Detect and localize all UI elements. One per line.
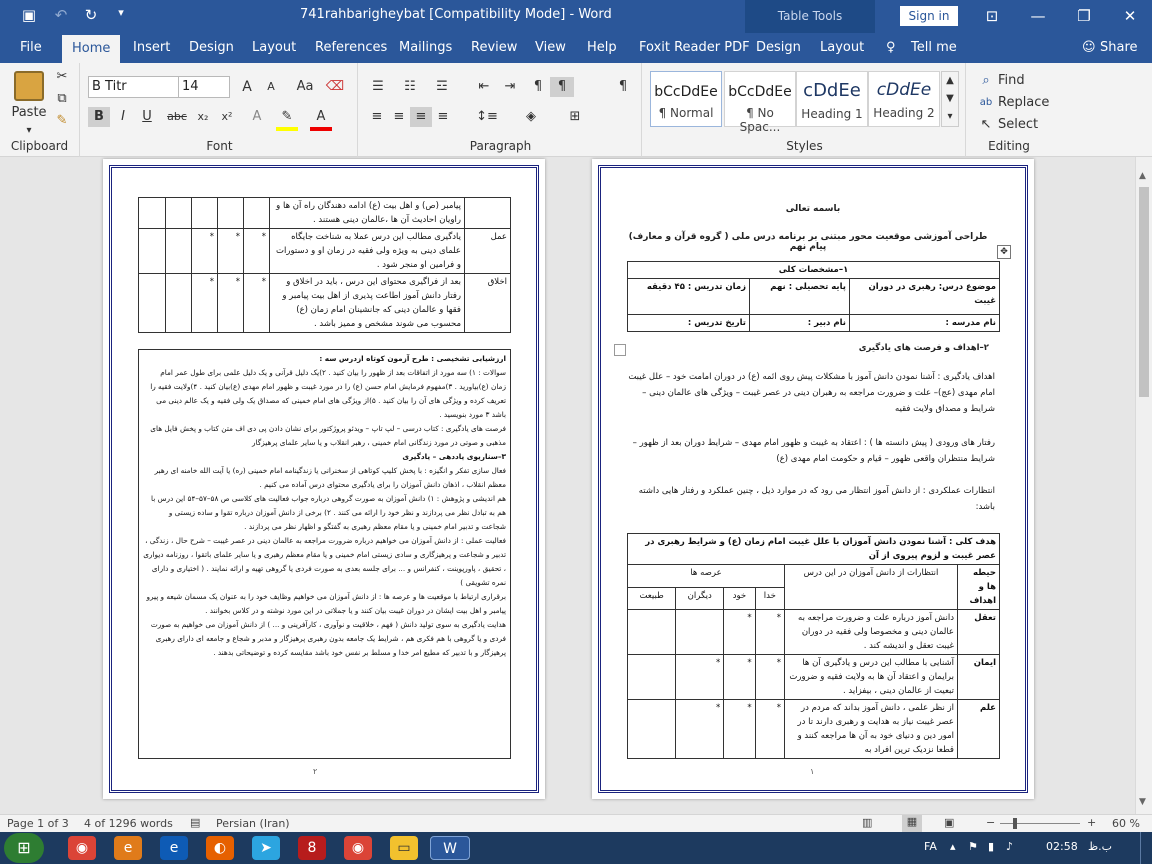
- zoom-slider[interactable]: [1000, 823, 1080, 824]
- mark-cell: [166, 229, 192, 274]
- style-normal[interactable]: [650, 71, 722, 127]
- mark-cell: *: [244, 229, 270, 274]
- chrome-icon[interactable]: ◉: [68, 836, 96, 860]
- start-button-icon[interactable]: ⊞: [4, 833, 44, 863]
- font-label: Font: [206, 139, 233, 153]
- mark-cell: [628, 655, 676, 700]
- page-number: ۲: [313, 767, 318, 776]
- print-layout-icon[interactable]: ▦: [902, 815, 922, 832]
- table-row: [628, 700, 1000, 759]
- center-icon[interactable]: ≡: [393, 109, 405, 124]
- document-workspace: [0, 157, 1152, 814]
- clipboard-group: [0, 63, 80, 157]
- close-button[interactable]: ✕: [1123, 7, 1137, 25]
- cut-icon[interactable]: ✂: [56, 69, 68, 84]
- mark-cell: *: [218, 229, 244, 274]
- table-row: [628, 534, 1000, 565]
- numbering-icon[interactable]: ☷: [404, 79, 416, 94]
- ribbon-home: [0, 63, 1152, 157]
- paragraph: فعالیت عملی : از دانش آموزان می خواهیم درباره ضرورت مراجعه به عالمان دینی در عصر غیبت – شرح حال ، زندگی ، تدبیر و شجاعت و پرهیزگاری و سادی زیستی امام خمینی و یا مقام معظم رهبری و یا سایر علمای باتقوا ، روزنامه دیواری ، تحقیق ، پاورپوینت ، کنفرانس و ... برای جلسه بعدی به صورت فردی یا گروهی تهیه و ارائه نمایند . ( اختیاری و دارای نمره تشویقی ): [143, 536, 506, 587]
- tab-insert[interactable]: Insert: [133, 40, 171, 55]
- mark-cell: [192, 198, 218, 229]
- mark-cell: *: [244, 274, 270, 333]
- clear-formatting-icon[interactable]: ⌫: [325, 79, 345, 94]
- ribbon-display-options-icon[interactable]: ⊡: [985, 7, 999, 25]
- page-1: [592, 159, 1034, 799]
- area-cell: علم: [958, 700, 1000, 759]
- minimize-button[interactable]: —: [1030, 7, 1046, 25]
- select-icon: ↖: [980, 117, 992, 132]
- language-indicator[interactable]: Persian (Iran): [216, 817, 290, 830]
- font-color-icon[interactable]: A: [310, 107, 332, 131]
- grow-font-icon[interactable]: A: [242, 79, 252, 95]
- bismillah: باسمه تعالی: [785, 204, 841, 214]
- zoom-in-icon[interactable]: +: [1087, 816, 1097, 829]
- area-cell: [465, 198, 511, 229]
- mark-cell: *: [755, 700, 784, 759]
- paste-dropdown-icon[interactable]: ▾: [26, 125, 32, 136]
- title-bar: [0, 0, 1152, 33]
- text-cell: دانش آموز درباره علت و ضرورت مراجعه به عالمان دینی و مخصوصا ولی فقیه در دوران غیبت تعقل و اندیشه کند .: [785, 610, 958, 655]
- ribbon-tabs: [0, 33, 1152, 63]
- page-number: ۱: [810, 767, 815, 776]
- mark-cell: *: [676, 700, 724, 759]
- grade-cell: پایه تحصیلی : نهم: [750, 279, 850, 315]
- styles-label: Styles: [786, 139, 823, 153]
- scroll-up-icon[interactable]: ▲: [1139, 171, 1146, 181]
- section-2-heading: ۲–اهداف و فرصت های یادگیری: [858, 343, 989, 353]
- tab-foxit-reader-pdf[interactable]: Foxit Reader PDF: [639, 40, 750, 55]
- mark-cell: *: [755, 655, 784, 700]
- person-icon: ☺: [1082, 40, 1096, 55]
- format-painter-icon[interactable]: ✎: [56, 113, 68, 128]
- mark-cell: *: [724, 700, 755, 759]
- style-preview: bCcDdEe: [654, 84, 718, 100]
- telegram-icon[interactable]: ➤: [252, 836, 280, 860]
- style-name: Heading 2: [873, 106, 935, 120]
- area-cell: ایمان: [958, 655, 1000, 700]
- page-2: [103, 159, 545, 799]
- mark-cell: [166, 274, 192, 333]
- entry-behaviors: رفتار های ورودی ( پیش دانسته ها ) : اعتقاد به غیبت و ظهور امام مهدی – شرایط دوران بعد از ظهور –شرایط منتظران واقعی ظهور – قیام و حکومت امام مهدی (ع): [632, 438, 995, 464]
- align-left-icon[interactable]: ≡: [371, 109, 383, 124]
- text-cell: بعد از فراگیری محتوای این درس ، باید در اخلاق و رفتار دانش آموز اطاعت پذیری از اهل بیت پیامبر و فقها و عالمان دینی که جانشینان امام زمان (ع) محسوب می شوند مشخص و ممیز باشد .: [270, 274, 465, 333]
- header-expectations: انتظارات از دانش آموزان در این درس: [785, 565, 958, 610]
- status-bar: [0, 814, 1152, 832]
- subscript-button[interactable]: x₂: [197, 110, 209, 123]
- clipboard-label: Clipboard: [10, 139, 69, 153]
- paragraph: فرصت های یادگیری : کتاب درسی – لپ تاپ – ویدئو پروژکتور برای نشان دادن پی دی اف متن کتاب و پخش فایل های مذهبی و صوتی در مورد زندگانی امام خمینی ، رهبر انقلاب و یا سایر علمای پرهیزگار: [150, 424, 506, 447]
- paragraph-group: [360, 63, 642, 157]
- realm-header: دیگران: [676, 587, 724, 610]
- paragraph: سوالات : ۱) سه مورد از اتفاقات بعد از ظهور را بیان کنید . ۲)یک دلیل قرآنی و یک دلیل علمی برای طول عمر امام زمان (ع)بیاورید . ۳)مفهوم فرمایش امام حسن (ع) را در مورد غیبت و ظهور امام مهدی (ع)بیان کنید . ۴)ولایت فقیه را تعریف کرده و ویژگی های آن را بیان کنید . ۵)از ویژگی های امام خمینی که مصداق یک ولی فقیه و یک عالم دینی می باشد ۳ مورد بنویسید .: [150, 368, 506, 419]
- redo-icon[interactable]: ↻: [84, 6, 98, 24]
- bold-button[interactable]: B: [88, 107, 110, 127]
- mark-cell: *: [218, 274, 244, 333]
- windows-taskbar: [0, 832, 1152, 864]
- area-cell: تعقل: [958, 610, 1000, 655]
- row-add-handle[interactable]: [614, 344, 626, 356]
- styles-group: [644, 63, 966, 157]
- speaker-icon[interactable]: ♪: [1006, 840, 1014, 853]
- justify-icon[interactable]: ≡: [437, 109, 449, 124]
- show-desktop-button[interactable]: [1140, 832, 1152, 864]
- tab-references[interactable]: References: [315, 40, 388, 55]
- text-cell: یادگیری مطالب این درس عملا به شناخت جایگاه علمای دینی به ویژه ولی فقیه در زمان او و دستورات و فرامین او منجر شود .: [270, 229, 465, 274]
- style-name: Heading 1: [801, 107, 863, 121]
- replace-icon: ab: [979, 97, 993, 108]
- table-row: [628, 655, 1000, 700]
- table-row: [628, 262, 1000, 279]
- tray-arrow-icon[interactable]: ▴: [950, 840, 956, 853]
- copy-icon[interactable]: ⧉: [57, 91, 67, 106]
- sign-in-button[interactable]: Sign in: [900, 6, 958, 26]
- table-row: [628, 279, 1000, 315]
- style-preview: cDdEe: [876, 80, 932, 100]
- zoom-level[interactable]: 60 %: [1112, 817, 1140, 830]
- share-button[interactable]: Share: [1100, 40, 1138, 55]
- find-icon: ⌕: [982, 73, 990, 88]
- mark-cell: *: [192, 274, 218, 333]
- mark-cell: *: [724, 655, 755, 700]
- paste-icon[interactable]: [14, 71, 44, 101]
- mark-cell: [628, 610, 676, 655]
- teacher-cell: نام دبیر :: [750, 315, 850, 332]
- shading-icon[interactable]: ◈: [526, 109, 536, 124]
- realm-header: خدا: [755, 587, 784, 610]
- mark-cell: *: [676, 655, 724, 700]
- page-indicator[interactable]: Page 1 of 3: [7, 817, 69, 830]
- font-size-combobox[interactable]: 14: [178, 76, 230, 98]
- tab-view[interactable]: View: [535, 40, 566, 55]
- read-mode-icon[interactable]: ▥: [862, 816, 873, 829]
- styles-scroll-icon[interactable]: ▲ ▼ ▾: [941, 71, 959, 127]
- align-right-icon[interactable]: ≡: [410, 107, 432, 127]
- network-icon[interactable]: ▮: [988, 840, 995, 853]
- mark-cell: [628, 700, 676, 759]
- clock-ampm[interactable]: ب.ظ: [1088, 840, 1113, 853]
- style-heading-2[interactable]: [868, 71, 940, 127]
- save-icon[interactable]: ▣: [21, 6, 37, 24]
- paragraph-label: Paragraph: [469, 139, 532, 153]
- general-goal-cell: هدف کلی : آشنا نمودن دانش آموزان با علل غیبت امام زمان (ع) و شرایط رهبری در عصر غیبت و لزوم پیروی از آن: [628, 534, 1000, 565]
- mark-cell: [139, 229, 166, 274]
- mark-cell: *: [192, 229, 218, 274]
- paragraph: ۳–سناریوی یاددهی – یادگیری: [402, 452, 506, 461]
- page2-scenario-box: [138, 349, 511, 759]
- realm-header: طبیعت: [628, 587, 676, 610]
- file-explorer-icon[interactable]: ▭: [390, 836, 418, 860]
- highlight-color-icon[interactable]: ✎: [276, 107, 298, 131]
- editing-label: Editing: [988, 139, 1030, 153]
- font-name-combobox[interactable]: B Titr: [88, 76, 180, 98]
- table-row: [139, 198, 511, 229]
- table-row: [628, 315, 1000, 332]
- style-name: ¶ Normal: [658, 106, 714, 120]
- tab-design[interactable]: Design: [189, 40, 234, 55]
- replace-button[interactable]: Replace: [998, 95, 1050, 110]
- time-cell: زمان تدریس : ۴۵ دقیقه: [628, 279, 750, 315]
- chrome-icon[interactable]: ◉: [344, 836, 372, 860]
- select-button[interactable]: Select: [998, 117, 1039, 132]
- tab-mailings[interactable]: Mailings: [399, 40, 453, 55]
- tab-home[interactable]: Home: [62, 35, 120, 63]
- mark-cell: [139, 274, 166, 333]
- text-effects-icon[interactable]: A: [252, 109, 262, 124]
- strikethrough-button[interactable]: abc: [167, 110, 187, 123]
- zoom-slider-thumb[interactable]: [1013, 818, 1017, 829]
- area-cell: اخلاق: [465, 274, 511, 333]
- mark-cell: [244, 198, 270, 229]
- tab-review[interactable]: Review: [471, 40, 518, 55]
- header-realms: عرصه ها: [628, 565, 785, 588]
- scroll-thumb[interactable]: [1139, 187, 1149, 397]
- learning-goals: اهداف یادگیری : آشنا نمودن دانش آموز با مشکلات پیش روی ائمه (ع) در دوران امامت خود – علل غیبت امام مهدی (عج)– علت و ضرورت مراجعه به رهبران دینی در عصر غیبت – ویژگی های عالمان دینی – شرایط و مصداق ولایت فقیه: [628, 372, 995, 414]
- change-case-icon[interactable]: Aa: [296, 79, 314, 94]
- lightbulb-icon: ♀: [886, 40, 896, 55]
- rtl-direction-icon[interactable]: ¶: [550, 77, 574, 97]
- line-spacing-icon[interactable]: ↕≡: [476, 109, 498, 124]
- input-language[interactable]: FA: [924, 840, 937, 853]
- school-cell: نام مدرسه :: [850, 315, 1000, 332]
- find-button[interactable]: Find: [998, 73, 1025, 88]
- mark-cell: *: [724, 610, 755, 655]
- flag-icon[interactable]: ⚑: [968, 840, 978, 853]
- word-count[interactable]: 4 of 1296 words: [84, 817, 173, 830]
- show-formatting-marks-icon[interactable]: ¶: [618, 79, 628, 94]
- text-cell: از نظر علمی ، دانش آموز بداند که مردم در عصر غیبت نیاز به هدایت و رهبری دارند تا در امور دین و دنیای خود به آن ها مراجعه کنند و قطعا نزدیک ترین افراد به: [785, 700, 958, 759]
- decrease-indent-icon[interactable]: ⇤: [478, 79, 490, 94]
- topic-cell: موضوع درس: رهبری در دوران غیبت: [850, 279, 1000, 315]
- tell-me-search[interactable]: Tell me: [911, 40, 957, 55]
- vertical-scrollbar[interactable]: [1135, 157, 1152, 814]
- date-cell: تاریخ تدریس :: [628, 315, 750, 332]
- borders-icon[interactable]: ⊞: [569, 109, 581, 124]
- zoom-out-icon[interactable]: −: [986, 816, 996, 829]
- tab-layout[interactable]: Layout: [252, 40, 297, 55]
- expectations-table: [627, 533, 1000, 759]
- italic-button[interactable]: I: [121, 109, 125, 124]
- area-cell: عمل: [465, 229, 511, 274]
- realm-header: خود: [724, 587, 755, 610]
- customize-quick-access-icon[interactable]: ▾: [118, 6, 124, 19]
- word-taskbar-icon[interactable]: W: [430, 836, 470, 860]
- paragraph: ارزشیابی تشخیصی : طرح آزمون کوتاه ازدرس سه :: [319, 354, 506, 363]
- table-row: [139, 229, 511, 274]
- paragraph: هدایت یادگیری به سوی تولید دانش ( فهم ، خلاقیت و نوآوری ، کارآفرینی و ... ) از دانش آموزان می خواهیم به صورت فردی و یا گروهی با هم فکری هم ، شرایط یک جامعه بدون رهبری پرهیزگار و مدبر و شجاع و جامعه ای دارای رهبری پرهیزگار و با تدبیر که مطیع امر خدا و مسلط بر نفس خود باشد مقایسه کرده و توضیحاتی بدهند .: [150, 620, 506, 657]
- text-cell: پیامبر (ص) و اهل بیت (ع) ادامه دهندگان راه آن ها و راویان احادیث آن ها ،عالمان دینی هستند .: [270, 198, 465, 229]
- internet-explorer-icon[interactable]: e: [160, 836, 188, 860]
- table-row: [628, 610, 1000, 655]
- font-group: [82, 63, 358, 157]
- paragraph: برقراری ارتباط با موقعیت ها و عرصه ها : از دانش آموزان می خواهیم وظایف خود را به عنوان یک مسمان شیعه و پیرو پیامبر و اهل بیت ایشان در دوران غیبت بیان کنند و یا جملاتی در این مورد نوشته و در کلاس بخوانند .: [146, 592, 506, 615]
- paragraph: فعال سازی تفکر و انگیزه : با پخش کلیپ کوتاهی از سخنرانی یا زندگینامه امام خمینی (ره) یا آیت الله خامنه ای رهبر معظم انقلاب ، اذهان دانش آموزان را برای یادگیری محتوای درس آماده می کنیم .: [154, 466, 506, 489]
- app-red-icon[interactable]: 8: [298, 836, 326, 860]
- document-title: 741rahbarigheybat [Compatibility Mode] - Word: [300, 7, 612, 22]
- restore-button[interactable]: ❐: [1077, 7, 1091, 25]
- lesson-title: طراحی آموزشی موقعیت محور مبتنی بر برنامه درس ملی ( گروه قرآن و معارف) پیام نهم: [628, 232, 988, 252]
- paste-button[interactable]: Paste: [11, 105, 47, 120]
- header-area: حیطه ها و اهداف: [958, 565, 1000, 610]
- app-orange-icon[interactable]: e: [114, 836, 142, 860]
- tab-table-design[interactable]: Design: [756, 40, 801, 55]
- paragraph: هم اندیشی و پژوهش : ۱) دانش آموزان به صورت گروهی درباره جواب فعالیت های کلاسی ص ۵۸–۵۷–۵۴ این درس با هم به تبادل نظر می پردازند و نظر خود را ارائه می کنند . ۲) برخی از دانش آموزان درباره تقوا و ساده زیستی و شجاعت و تدبیر امام خمینی و یا مقام معظم رهبری به گفتگو و اظهار نظر می پردازند .: [151, 494, 506, 531]
- table-move-handle-icon[interactable]: ✥: [997, 245, 1011, 259]
- tab-table-layout[interactable]: Layout: [820, 40, 865, 55]
- mark-cell: [218, 198, 244, 229]
- clock-time[interactable]: 02:58: [1046, 840, 1078, 853]
- mark-cell: *: [755, 610, 784, 655]
- proofing-icon[interactable]: ▤: [190, 816, 201, 829]
- tab-file[interactable]: File: [20, 40, 42, 55]
- style-name: ¶ No Spac...: [739, 106, 781, 134]
- mark-cell: [166, 198, 192, 229]
- increase-indent-icon[interactable]: ⇥: [504, 79, 516, 94]
- firefox-icon[interactable]: ◐: [206, 836, 234, 860]
- text-cell: آشنایی با مطالب این درس و یادگیری آن ها برایمان و اعتقاد آن ها به ولایت فقیه و ضرورت تبعیت از عالمان دینی ، بیفزاید .: [785, 655, 958, 700]
- underline-button[interactable]: U: [142, 109, 152, 124]
- multilevel-list-icon[interactable]: ☲: [436, 79, 448, 94]
- superscript-button[interactable]: x²: [221, 110, 233, 123]
- undo-icon[interactable]: ↶: [54, 6, 68, 24]
- performance-expectations: انتظارات عملکردی : از دانش آموز انتظار می رود که در موارد ذیل ، چنین عملکرد و رفتار هایی داشته باشد:: [638, 486, 995, 512]
- style-heading-1[interactable]: [796, 71, 868, 127]
- general-specs-table: [627, 261, 1000, 332]
- scroll-down-icon[interactable]: ▼: [1139, 797, 1146, 807]
- tab-help[interactable]: Help: [587, 40, 617, 55]
- table-row: [628, 565, 1000, 588]
- style-preview: cDdEe: [803, 80, 861, 101]
- style-no-spacing[interactable]: [724, 71, 796, 134]
- mark-cell: [676, 610, 724, 655]
- style-preview: bCcDdEe: [728, 84, 792, 100]
- table-tools-context: Table Tools: [745, 0, 875, 33]
- page2-table-continued: [138, 197, 511, 333]
- web-layout-icon[interactable]: ▣: [944, 816, 955, 829]
- ltr-direction-icon[interactable]: ¶: [533, 79, 543, 94]
- editing-group: [968, 63, 1050, 157]
- spec-heading: ۱–مشخصات کلی: [628, 262, 1000, 279]
- bullets-icon[interactable]: ☰: [372, 79, 384, 94]
- mark-cell: [139, 198, 166, 229]
- shrink-font-icon[interactable]: A: [267, 80, 275, 93]
- table-row: [139, 274, 511, 333]
